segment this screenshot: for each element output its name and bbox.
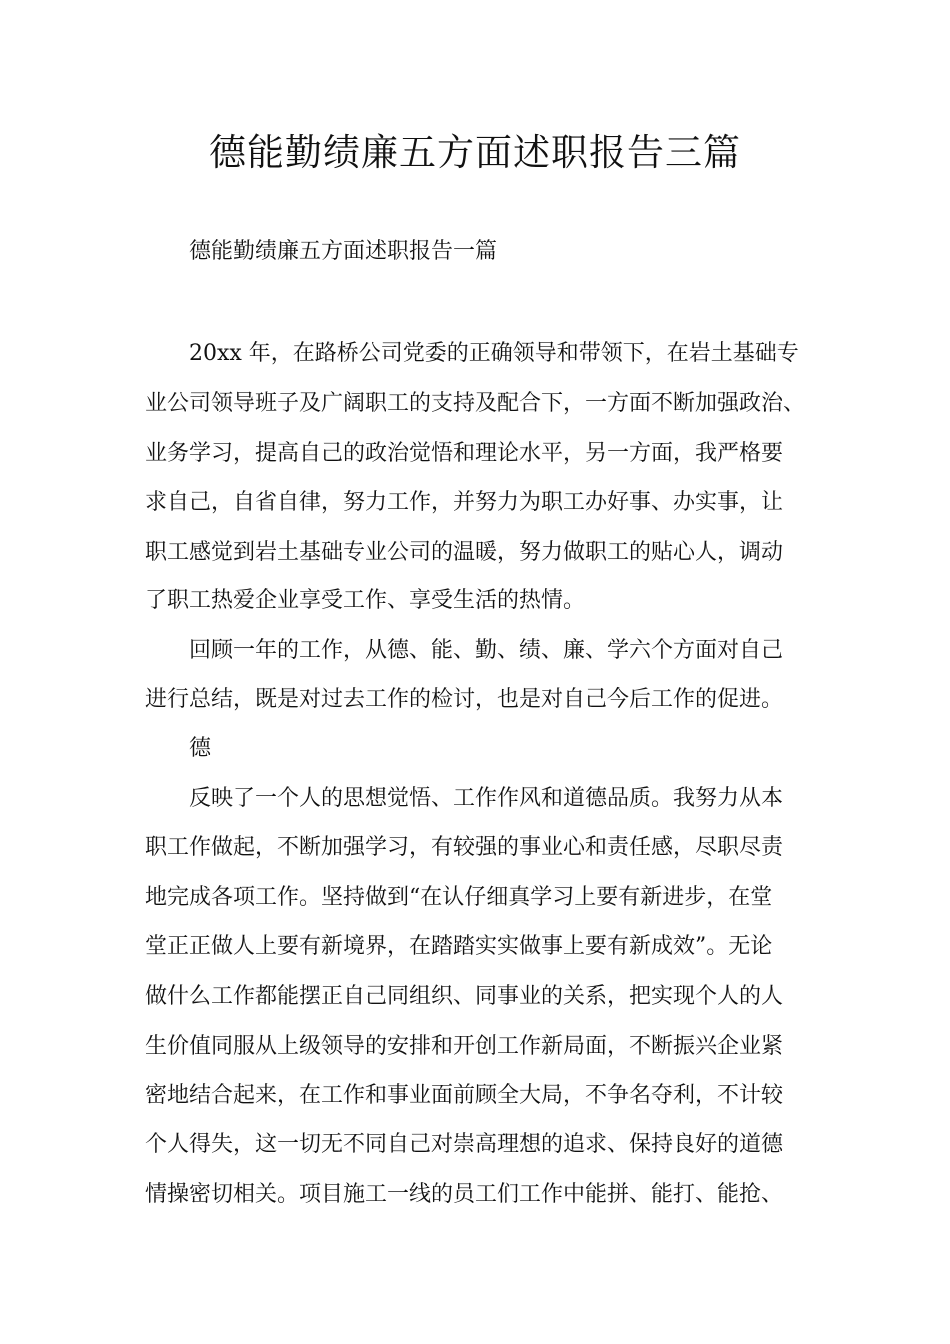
body-line: 做什么工作都能摆正自己同组织、同事业的关系，把实现个人的人 — [145, 984, 784, 1009]
body-line: 回顾一年的工作，从德、能、勤、绩、廉、学六个方面对自己 — [189, 638, 784, 663]
body-line: 业公司领导班子及广阔职工的支持及配合下，一方面不断加强政治、 — [145, 391, 806, 416]
section-heading: 德 — [189, 736, 212, 761]
body-line: 反映了一个人的思想觉悟、工作作风和道德品质。我努力从本 — [189, 786, 784, 811]
body-line: 20xx 年，在路桥公司党委的正确领导和带领下，在岩土基础专 — [189, 341, 799, 366]
body-line: 密地结合起来，在工作和事业面前顾全大局，不争名夺利，不计较 — [145, 1083, 784, 1108]
body-line: 了职工热爱企业享受工作、享受生活的热情。 — [145, 588, 586, 613]
body-line: 地完成各项工作。坚持做到“在认仔细真学习上要有新进步，在堂 — [145, 885, 773, 910]
document-subtitle: 德能勤绩廉五方面述职报告一篇 — [189, 239, 498, 264]
body-line: 个人得失，这一切无不同自己对崇高理想的追求、保持良好的道德 — [145, 1132, 784, 1157]
body-line: 职工作做起，不断加强学习，有较强的事业心和责任感，尽职尽责 — [145, 835, 784, 860]
body-line: 进行总结，既是对过去工作的检讨，也是对自己今后工作的促进。 — [145, 687, 784, 712]
body-line: 情操密切相关。项目施工一线的员工们工作中能拼、能打、能抢、 — [145, 1182, 784, 1207]
document-title: 德能勤绩廉五方面述职报告三篇 — [209, 131, 741, 174]
body-line: 业务学习，提高自己的政治觉悟和理论水平，另一方面，我严格要 — [145, 441, 784, 466]
body-line: 求自己，自省自律，努力工作，并努力为职工办好事、办实事，让 — [145, 490, 784, 515]
body-line: 堂正正做人上要有新境界，在踏踏实实做事上要有新成效”。无论 — [145, 934, 773, 959]
body-line: 生价值同服从上级领导的安排和开创工作新局面，不断振兴企业紧 — [145, 1034, 784, 1059]
body-line: 职工感觉到岩土基础专业公司的温暖，努力做职工的贴心人，调动 — [145, 540, 784, 565]
